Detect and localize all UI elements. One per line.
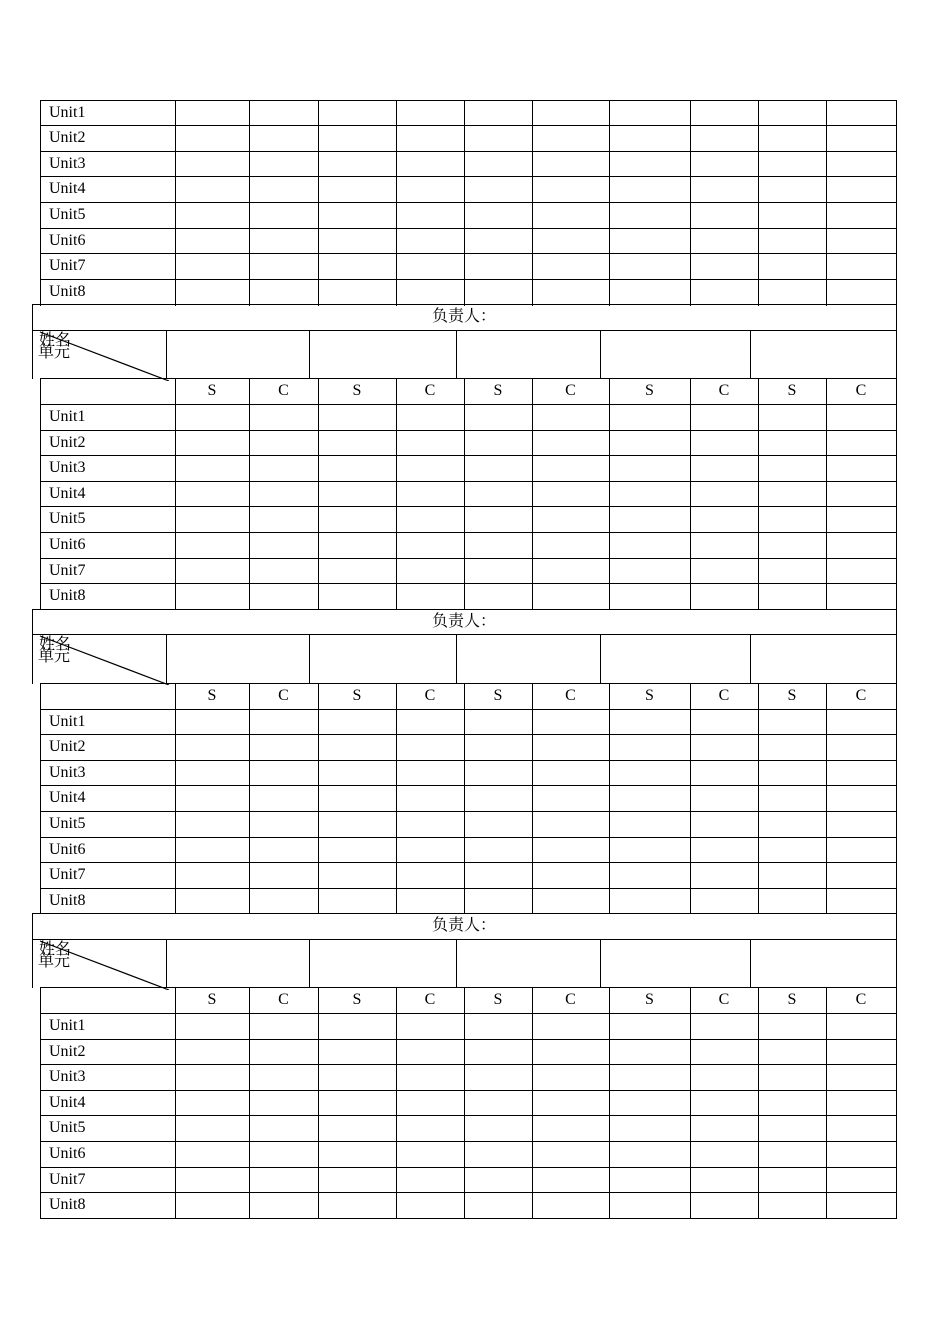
grid-col-line: [758, 987, 759, 1218]
unit-label: Unit7: [49, 1171, 86, 1188]
unit-label: Unit2: [49, 129, 86, 146]
unit-label: Unit3: [49, 155, 86, 172]
grid-col-line: [758, 683, 759, 914]
unit-label: Unit6: [49, 1145, 86, 1162]
responsible-row-right: [896, 609, 897, 684]
grid-col-line: [758, 378, 759, 609]
grid-col-line: [532, 683, 533, 914]
sub-header-s: S: [493, 991, 503, 1008]
sub-header-c: C: [565, 991, 576, 1008]
sub-header-s: S: [645, 687, 654, 704]
sub-header-c: C: [855, 382, 867, 399]
unit-label: Unit5: [49, 815, 86, 832]
sub-header-s: S: [787, 991, 797, 1008]
unit-label: Unit1: [49, 408, 86, 425]
name-col-line: [750, 330, 751, 379]
unit-label: Unit7: [49, 562, 86, 579]
unit-label: Unit6: [49, 536, 86, 553]
grid-col-line: [609, 100, 610, 306]
sub-header-c: C: [278, 382, 289, 399]
name-col-line: [750, 939, 751, 988]
sub-header-s: S: [493, 687, 503, 704]
grid-col-line: [396, 987, 397, 1218]
name-col-line: [309, 939, 310, 988]
unit-label: Unit4: [49, 485, 86, 502]
grid-col-line: [318, 683, 319, 914]
sub-header-s: S: [787, 687, 797, 704]
sub-header-c: C: [855, 687, 867, 704]
grid-col-line: [532, 378, 533, 609]
unit-label: Unit1: [49, 104, 86, 121]
grid-col-line: [896, 683, 897, 914]
sub-header-c: C: [718, 991, 730, 1008]
unit-label: Unit8: [49, 587, 86, 604]
unit-label: Unit4: [49, 1094, 86, 1111]
grid-col-line: [826, 378, 827, 609]
grid-col-line: [249, 987, 250, 1218]
diagonal-header-name: 姓名: [39, 332, 72, 349]
sub-header-s: S: [352, 687, 362, 704]
unit-label: Unit1: [49, 713, 86, 730]
name-col-line: [456, 939, 457, 988]
grid-col-line: [826, 987, 827, 1218]
responsible-label: 负责人：: [431, 613, 496, 630]
grid-col-line: [609, 683, 610, 914]
sub-header-s: S: [207, 382, 217, 399]
sub-header-c: C: [278, 991, 289, 1008]
unit-label: Unit2: [49, 738, 86, 755]
unit-label: Unit1: [49, 1017, 86, 1034]
grid-col-line: [690, 683, 691, 914]
grid-col-line: [396, 100, 397, 306]
responsible-label: 负责人：: [431, 308, 496, 325]
grid-col-line: [396, 683, 397, 914]
grid-col-line: [758, 100, 759, 306]
name-col-line: [456, 330, 457, 379]
unit-label: Unit7: [49, 866, 86, 883]
grid-row-line: [40, 1218, 897, 1219]
sub-header-c: C: [565, 382, 576, 399]
sub-header-s: S: [645, 991, 654, 1008]
unit-label: Unit2: [49, 434, 86, 451]
unit-label: Unit5: [49, 1119, 86, 1136]
grid-col-line: [318, 100, 319, 306]
diagonal-header-unit: 单元: [38, 648, 71, 665]
sub-header-c: C: [424, 382, 436, 399]
sub-header-s: S: [645, 382, 654, 399]
sub-header-c: C: [424, 991, 436, 1008]
name-col-line: [456, 634, 457, 683]
name-col-line: [600, 634, 601, 683]
sub-header-c: C: [424, 687, 436, 704]
unit-label: Unit2: [49, 1043, 86, 1060]
sub-header-c: C: [718, 687, 730, 704]
name-col-line: [309, 634, 310, 683]
sub-header-s: S: [352, 382, 362, 399]
grid-col-line: [609, 378, 610, 609]
grid-col-line: [249, 100, 250, 306]
grid-col-line: [690, 378, 691, 609]
grid-col-line: [532, 987, 533, 1218]
name-col-line: [600, 939, 601, 988]
unit-label: Unit8: [49, 892, 86, 909]
grid-col-line: [896, 987, 897, 1218]
grid-col-line: [396, 378, 397, 609]
grid-col-line: [532, 100, 533, 306]
sub-header-s: S: [787, 382, 797, 399]
grid-col-line: [826, 100, 827, 306]
name-col-line: [600, 330, 601, 379]
grid-col-line: [690, 100, 691, 306]
sub-header-c: C: [855, 991, 867, 1008]
grid-col-line: [609, 987, 610, 1218]
sub-header-c: C: [565, 687, 576, 704]
unit-label: Unit4: [49, 180, 86, 197]
unit-label: Unit3: [49, 459, 86, 476]
diagonal-header-name: 姓名: [39, 941, 72, 958]
grid-col-line: [464, 987, 465, 1218]
grid-col-line: [896, 100, 897, 306]
diagonal-header-unit: 单元: [38, 953, 71, 970]
unit-label: Unit4: [49, 789, 86, 806]
sub-header-s: S: [207, 991, 217, 1008]
responsible-row-right: [896, 304, 897, 379]
grid-col-line: [318, 378, 319, 609]
unit-label: Unit7: [49, 257, 86, 274]
unit-label: Unit8: [49, 1196, 86, 1213]
grid-col-line: [464, 100, 465, 306]
grid-col-line: [896, 378, 897, 609]
name-col-line: [309, 330, 310, 379]
grid-col-line: [318, 987, 319, 1218]
sub-header-c: C: [718, 382, 730, 399]
responsible-row-right: [896, 913, 897, 988]
sub-header-c: C: [278, 687, 289, 704]
grid-col-line: [464, 683, 465, 914]
diagonal-header-name: 姓名: [39, 636, 72, 653]
unit-label: Unit5: [49, 510, 86, 527]
unit-label: Unit3: [49, 764, 86, 781]
grid-col-line: [249, 378, 250, 609]
sub-header-s: S: [207, 687, 217, 704]
unit-label: Unit8: [49, 283, 86, 300]
unit-label: Unit5: [49, 206, 86, 223]
diagonal-header-unit: 单元: [38, 344, 71, 361]
name-col-line: [750, 634, 751, 683]
unit-label: Unit6: [49, 841, 86, 858]
responsible-label: 负责人：: [431, 917, 496, 934]
grid-col-line: [690, 987, 691, 1218]
sub-header-s: S: [352, 991, 362, 1008]
unit-label: Unit6: [49, 232, 86, 249]
grid-col-line: [249, 683, 250, 914]
grid-col-line: [464, 378, 465, 609]
grid-col-line: [826, 683, 827, 914]
unit-label: Unit3: [49, 1068, 86, 1085]
sub-header-s: S: [493, 382, 503, 399]
